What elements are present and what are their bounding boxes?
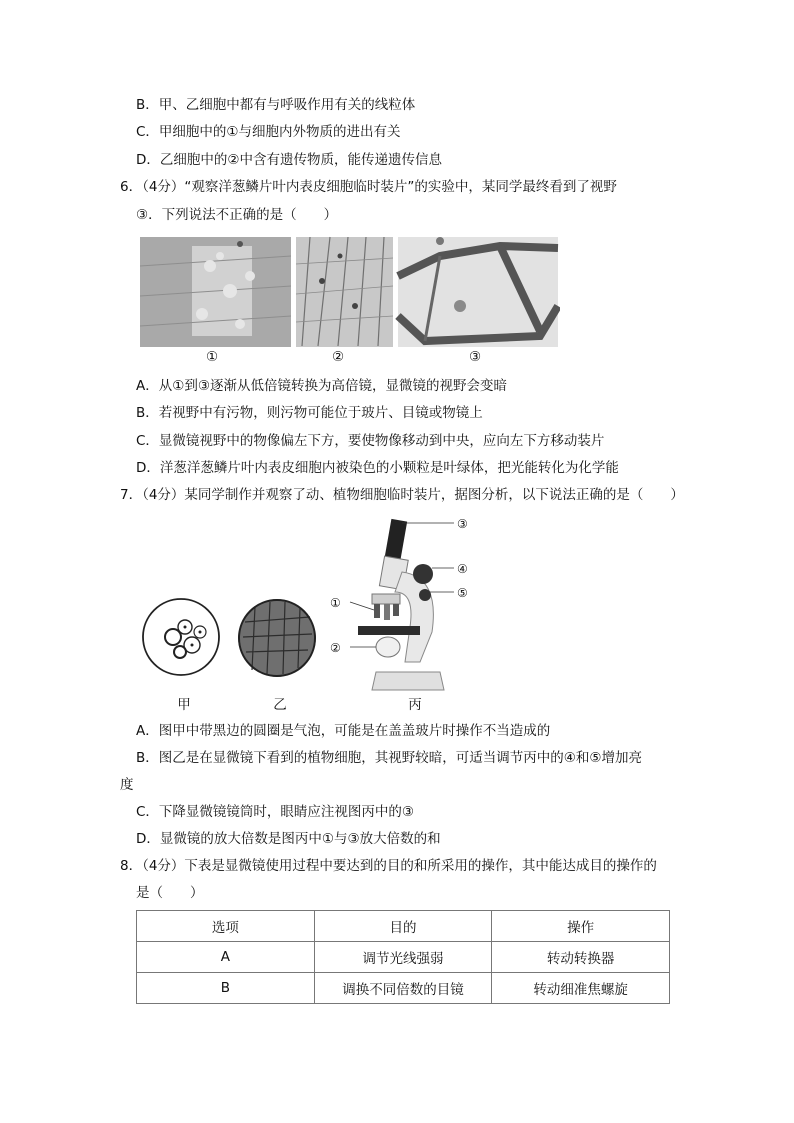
plant-cell-slide [239,600,315,676]
q5-option-b: B．甲、乙细胞中都有与呼吸作用有关的线粒体 [136,97,416,113]
q6-option-b: B．若视野中有污物，则污物可能位于玻片、目镜或物镜上 [136,405,483,421]
header-cell-option: 选项 [137,911,315,942]
microscope-diagram [350,519,454,690]
q7-caption-bing: 丙 [408,697,422,713]
q6-option-a: A．从①到③逐渐从低倍镜转换为高倍镜，显微镜的视野会变暗 [136,378,507,394]
microscope-label-fine-focus: ⑤ [457,586,468,600]
table-cell: 转动转换器 [492,942,670,973]
header-cell-operation: 操作 [492,911,670,942]
micrograph-high-power [398,237,558,347]
q6-option-c: C．显微镜视野中的物像偏左下方，要使物像移动到中央，应向左下方移动装片 [136,433,605,449]
microscope-label-objective: ① [330,596,341,610]
q6-caption-3: ③ [468,349,482,365]
table-cell: 调节光线强弱 [314,942,492,973]
animal-cell-slide [143,599,219,675]
microscope-label-coarse-focus: ④ [457,562,468,576]
q5-option-c: C．甲细胞中的①与细胞内外物质的进出有关 [136,124,401,140]
q6-micrograph-figure [140,236,560,348]
q8-stem-line1: 8．（4分）下表是显微镜使用过程中要达到的目的和所采用的操作，其中能达成目的操作的 [120,858,657,874]
q7-caption-yi: 乙 [273,697,287,713]
table-header-row [137,911,670,942]
q8-stem-line2: 是（ ） [136,885,204,901]
q6-caption-1: ① [205,349,219,365]
q6-option-d: D．洋葱洋葱鳞片叶内表皮细胞内被染色的小颗粒是叶绿体，把光能转化为化学能 [136,460,619,476]
micrograph-medium-power [296,237,393,347]
q7-option-d: D．显微镜的放大倍数是图丙中①与③放大倍数的和 [136,831,441,847]
table-cell: 转动细准焦螺旋 [492,973,670,1004]
table-cell: B [137,973,315,1004]
table-row [137,942,670,973]
header-cell-purpose: 目的 [314,911,492,942]
q5-option-d: D．乙细胞中的②中含有遗传物质，能传递遗传信息 [136,152,442,168]
q7-figure [140,512,485,694]
q6-caption-2: ② [331,349,345,365]
q6-stem-line1: 6．（4分）“观察洋葱鳞片叶内表皮细胞临时装片”的实验中，某同学最终看到了视野 [120,179,617,195]
q7-option-a: A．图甲中带黑边的圆圈是气泡，可能是在盖盖玻片时操作不当造成的 [136,723,551,739]
table-row [137,973,670,1004]
q7-option-b-line1: B．图乙是在显微镜下看到的植物细胞，其视野较暗，可适当调节丙中的④和⑤增加亮 [136,750,642,766]
table-cell: 调换不同倍数的目镜 [314,973,492,1004]
q8-table [136,910,670,1004]
q7-option-c: C．下降显微镜镜筒时，眼睛应注视图丙中的③ [136,804,415,820]
microscope-label-eyepiece: ③ [457,517,468,531]
microscope-label-mirror: ② [330,641,341,655]
micrograph-low-power [140,237,291,347]
q7-option-b-line2: 度 [120,777,134,793]
q7-stem: 7．（4分）某同学制作并观察了动、植物细胞临时装片，据图分析，以下说法正确的是（ ） [120,487,684,503]
q6-stem-line2: ③．下列说法不正确的是（ ） [136,207,338,223]
table-cell: A [137,942,315,973]
q7-caption-jia: 甲 [177,697,191,713]
